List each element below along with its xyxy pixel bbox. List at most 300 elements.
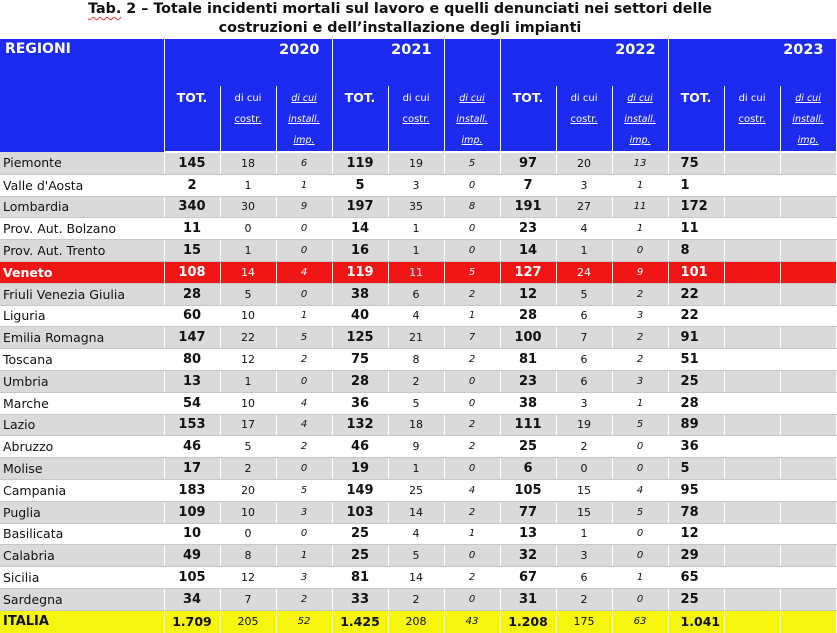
installation-2021-cell: 0	[444, 545, 500, 567]
construction-2023-cell	[724, 610, 780, 633]
total-2021-cell: 25	[332, 523, 388, 545]
region-cell: Piemonte	[0, 152, 164, 174]
installation-2021-cell: 8	[444, 196, 500, 218]
total-2023-cell: 28	[668, 392, 724, 414]
installation-2023-cell	[780, 349, 836, 371]
total-2020-cell: 60	[164, 305, 220, 327]
table-row	[0, 349, 836, 371]
total-2021-cell: 103	[332, 501, 388, 523]
construction-2020-cell: 22	[220, 327, 276, 349]
construction-2023-cell	[724, 283, 780, 305]
installation-2022-cell: 9	[612, 261, 668, 283]
region-cell: Umbria	[0, 370, 164, 392]
construction-2021-cell: 208	[388, 610, 444, 633]
construction-2023-cell	[724, 523, 780, 545]
header-tot-label: TOT.	[512, 90, 544, 105]
construction-2023-cell	[724, 414, 780, 436]
total-2020-cell: 28	[164, 283, 220, 305]
construction-2021-cell: 8	[388, 349, 444, 371]
construction-2023-cell	[724, 588, 780, 610]
total-2022-cell: 81	[500, 349, 556, 371]
total-2022-cell: 97	[500, 152, 556, 174]
total-2021-cell: 119	[332, 261, 388, 283]
installation-2021-cell: 0	[444, 174, 500, 196]
header-regions: REGIONI	[0, 39, 164, 152]
total-2022-cell: 31	[500, 588, 556, 610]
total-2021-cell: 36	[332, 392, 388, 414]
total-2021-cell: 28	[332, 370, 388, 392]
construction-2020-cell: 20	[220, 479, 276, 501]
installation-2020-cell: 0	[276, 283, 332, 305]
region-cell: Abruzzo	[0, 436, 164, 458]
construction-2021-cell: 19	[388, 152, 444, 174]
total-2022-cell: 67	[500, 567, 556, 589]
installation-2023-cell	[780, 218, 836, 240]
installation-2022-cell: 0	[612, 436, 668, 458]
total-2022-cell: 127	[500, 261, 556, 283]
table-row	[0, 218, 836, 240]
total-2021-cell: 75	[332, 349, 388, 371]
region-cell: Molise	[0, 458, 164, 480]
installation-2021-cell: 2	[444, 567, 500, 589]
region-cell: Campania	[0, 479, 164, 501]
installation-2022-cell: 11	[612, 196, 668, 218]
construction-2020-cell: 1	[220, 370, 276, 392]
construction-2021-cell: 1	[388, 458, 444, 480]
total-2023-cell: 5	[668, 458, 724, 480]
construction-2023-cell	[724, 458, 780, 480]
construction-2021-cell: 3	[388, 174, 444, 196]
table-row	[0, 501, 836, 523]
construction-2022-cell: 1	[556, 240, 612, 262]
total-2020-cell: 2	[164, 174, 220, 196]
total-2020-cell: 34	[164, 588, 220, 610]
region-cell: Lombardia	[0, 196, 164, 218]
construction-2020-cell: 14	[220, 261, 276, 283]
construction-2020-cell: 1	[220, 240, 276, 262]
table-row-total	[0, 610, 836, 633]
table-row	[0, 240, 836, 262]
title-line-2: costruzioni e dell’installazione degli impianti	[218, 20, 582, 36]
title-line-1	[0, 0, 800, 19]
header-tot-label: TOT.	[344, 90, 376, 105]
installation-2023-cell	[780, 240, 836, 262]
total-2020-cell: 13	[164, 370, 220, 392]
construction-2022-cell: 4	[556, 218, 612, 240]
total-2021-cell: 33	[332, 588, 388, 610]
installation-2021-cell: 0	[444, 458, 500, 480]
construction-2021-cell: 1	[388, 218, 444, 240]
installation-2022-cell: 3	[612, 305, 668, 327]
installation-2021-cell: 7	[444, 327, 500, 349]
total-2020-cell: 80	[164, 349, 220, 371]
installation-2022-cell: 0	[612, 588, 668, 610]
construction-2020-cell: 0	[220, 218, 276, 240]
total-2022-cell: 25	[500, 436, 556, 458]
installation-2023-cell	[780, 479, 836, 501]
total-2021-cell: 119	[332, 152, 388, 174]
construction-2020-cell: 30	[220, 196, 276, 218]
total-2020-cell: 145	[164, 152, 220, 174]
header-year-spacer	[444, 39, 500, 86]
construction-2021-cell: 4	[388, 305, 444, 327]
region-cell: Prov. Aut. Bolzano	[0, 218, 164, 240]
table-header	[0, 39, 836, 152]
total-2023-cell: 25	[668, 588, 724, 610]
header-install-2022	[612, 86, 668, 152]
header-tot-2021	[332, 86, 388, 152]
construction-2022-cell: 5	[556, 283, 612, 305]
header-costr-2022	[556, 86, 612, 152]
installation-2022-cell: 5	[612, 501, 668, 523]
total-2021-cell: 40	[332, 305, 388, 327]
installation-2020-cell: 4	[276, 261, 332, 283]
region-cell: Friuli Venezia Giulia	[0, 283, 164, 305]
installation-2022-cell: 0	[612, 545, 668, 567]
total-2022-cell: 38	[500, 392, 556, 414]
total-2023-cell: 29	[668, 545, 724, 567]
construction-2023-cell	[724, 305, 780, 327]
total-2022-cell: 105	[500, 479, 556, 501]
table-row	[0, 436, 836, 458]
installation-2021-cell: 0	[444, 392, 500, 414]
total-2021-cell: 25	[332, 545, 388, 567]
total-2021-cell: 14	[332, 218, 388, 240]
construction-2022-cell: 3	[556, 174, 612, 196]
total-2022-cell: 28	[500, 305, 556, 327]
total-2021-cell: 38	[332, 283, 388, 305]
installation-2023-cell	[780, 174, 836, 196]
header-costr-label: di cui costr.	[570, 93, 598, 125]
header-costr-label: di cui costr.	[234, 93, 262, 125]
region-cell: Veneto	[0, 261, 164, 283]
total-2021-cell: 81	[332, 567, 388, 589]
header-year-2020: 2020	[164, 39, 332, 86]
installation-2022-cell: 63	[612, 610, 668, 633]
installation-2022-cell: 13	[612, 152, 668, 174]
construction-2022-cell: 6	[556, 370, 612, 392]
table-row	[0, 392, 836, 414]
construction-2023-cell	[724, 152, 780, 174]
installation-2023-cell	[780, 567, 836, 589]
total-2021-cell: 125	[332, 327, 388, 349]
installation-2020-cell: 6	[276, 152, 332, 174]
fatal-accidents-table	[0, 39, 837, 633]
table-row	[0, 370, 836, 392]
installation-2020-cell: 0	[276, 458, 332, 480]
construction-2023-cell	[724, 174, 780, 196]
installation-2020-cell: 0	[276, 240, 332, 262]
construction-2023-cell	[724, 349, 780, 371]
total-2023-cell: 12	[668, 523, 724, 545]
total-2021-cell: 132	[332, 414, 388, 436]
construction-2021-cell: 35	[388, 196, 444, 218]
construction-2020-cell: 5	[220, 283, 276, 305]
total-2022-cell: 7	[500, 174, 556, 196]
construction-2022-cell: 1	[556, 523, 612, 545]
total-2023-cell: 11	[668, 218, 724, 240]
total-2023-cell: 22	[668, 283, 724, 305]
installation-2020-cell: 9	[276, 196, 332, 218]
table-row	[0, 261, 836, 283]
region-cell: Toscana	[0, 349, 164, 371]
construction-2023-cell	[724, 545, 780, 567]
total-2020-cell: 105	[164, 567, 220, 589]
total-2023-cell: 89	[668, 414, 724, 436]
header-install-2023	[780, 86, 836, 152]
region-cell: Basilicata	[0, 523, 164, 545]
construction-2023-cell	[724, 218, 780, 240]
installation-2022-cell: 0	[612, 240, 668, 262]
total-2023-cell: 95	[668, 479, 724, 501]
header-tot-2023	[668, 86, 724, 152]
construction-2023-cell	[724, 567, 780, 589]
table-row	[0, 283, 836, 305]
installation-2021-cell: 43	[444, 610, 500, 633]
installation-2023-cell	[780, 370, 836, 392]
construction-2020-cell: 7	[220, 588, 276, 610]
header-year-2023: 2023	[668, 39, 836, 86]
construction-2021-cell: 6	[388, 283, 444, 305]
total-2023-cell: 91	[668, 327, 724, 349]
installation-2022-cell: 4	[612, 479, 668, 501]
total-2022-cell: 191	[500, 196, 556, 218]
total-2020-cell: 109	[164, 501, 220, 523]
total-2023-cell: 172	[668, 196, 724, 218]
construction-2021-cell: 2	[388, 370, 444, 392]
installation-2020-cell: 2	[276, 436, 332, 458]
installation-2021-cell: 2	[444, 436, 500, 458]
total-2022-cell: 23	[500, 218, 556, 240]
installation-2020-cell: 5	[276, 479, 332, 501]
installation-2021-cell: 4	[444, 479, 500, 501]
table-row	[0, 196, 836, 218]
construction-2023-cell	[724, 196, 780, 218]
installation-2022-cell: 2	[612, 283, 668, 305]
construction-2020-cell: 2	[220, 458, 276, 480]
installation-2021-cell: 2	[444, 283, 500, 305]
construction-2020-cell: 12	[220, 567, 276, 589]
installation-2021-cell: 0	[444, 588, 500, 610]
total-2023-cell: 78	[668, 501, 724, 523]
total-2020-cell: 108	[164, 261, 220, 283]
total-2023-cell: 101	[668, 261, 724, 283]
table-row	[0, 305, 836, 327]
total-2023-cell: 1	[668, 174, 724, 196]
header-install-label: di cui install. imp.	[792, 93, 824, 146]
construction-2021-cell: 14	[388, 501, 444, 523]
construction-2023-cell	[724, 436, 780, 458]
total-2020-cell: 1.709	[164, 610, 220, 633]
header-install-2020	[276, 86, 332, 152]
construction-2022-cell: 15	[556, 501, 612, 523]
installation-2020-cell: 3	[276, 501, 332, 523]
total-2023-cell: 8	[668, 240, 724, 262]
construction-2022-cell: 0	[556, 458, 612, 480]
table-row	[0, 174, 836, 196]
total-2020-cell: 11	[164, 218, 220, 240]
total-2020-cell: 147	[164, 327, 220, 349]
header-year-2022: 2022	[500, 39, 668, 86]
header-costr-2020	[220, 86, 276, 152]
installation-2023-cell	[780, 327, 836, 349]
table-body	[0, 152, 836, 633]
installation-2023-cell	[780, 610, 836, 633]
total-2020-cell: 10	[164, 523, 220, 545]
total-2021-cell: 197	[332, 196, 388, 218]
construction-2021-cell: 25	[388, 479, 444, 501]
construction-2023-cell	[724, 261, 780, 283]
total-2022-cell: 32	[500, 545, 556, 567]
construction-2021-cell: 4	[388, 523, 444, 545]
construction-2022-cell: 7	[556, 327, 612, 349]
installation-2021-cell: 2	[444, 414, 500, 436]
table-row	[0, 458, 836, 480]
installation-2022-cell: 5	[612, 414, 668, 436]
construction-2022-cell: 6	[556, 567, 612, 589]
construction-2020-cell: 1	[220, 174, 276, 196]
total-2022-cell: 100	[500, 327, 556, 349]
header-year-2021: 2021	[332, 39, 444, 86]
total-2023-cell: 51	[668, 349, 724, 371]
construction-2023-cell	[724, 501, 780, 523]
total-2023-cell: 75	[668, 152, 724, 174]
total-2022-cell: 12	[500, 283, 556, 305]
construction-2021-cell: 2	[388, 588, 444, 610]
table-row	[0, 479, 836, 501]
installation-2020-cell: 1	[276, 174, 332, 196]
total-2020-cell: 15	[164, 240, 220, 262]
installation-2020-cell: 4	[276, 392, 332, 414]
region-cell: Emilia Romagna	[0, 327, 164, 349]
header-install-label: di cui install. imp.	[624, 93, 656, 146]
construction-2023-cell	[724, 370, 780, 392]
installation-2021-cell: 0	[444, 218, 500, 240]
installation-2020-cell: 0	[276, 523, 332, 545]
installation-2023-cell	[780, 196, 836, 218]
construction-2020-cell: 10	[220, 392, 276, 414]
construction-2021-cell: 9	[388, 436, 444, 458]
header-tot-2022	[500, 86, 556, 152]
total-2020-cell: 54	[164, 392, 220, 414]
construction-2020-cell: 17	[220, 414, 276, 436]
installation-2021-cell: 2	[444, 501, 500, 523]
title-prefix: Tab.	[88, 1, 122, 17]
construction-2021-cell: 18	[388, 414, 444, 436]
total-2023-cell: 1.041	[668, 610, 724, 633]
total-2021-cell: 46	[332, 436, 388, 458]
installation-2022-cell: 0	[612, 458, 668, 480]
construction-2022-cell: 175	[556, 610, 612, 633]
region-cell: ITALIA	[0, 610, 164, 633]
total-2020-cell: 183	[164, 479, 220, 501]
installation-2022-cell: 1	[612, 567, 668, 589]
header-install-label: di cui install. imp.	[456, 93, 488, 146]
construction-2023-cell	[724, 392, 780, 414]
total-2022-cell: 111	[500, 414, 556, 436]
construction-2023-cell	[724, 479, 780, 501]
installation-2020-cell: 2	[276, 588, 332, 610]
construction-2021-cell: 11	[388, 261, 444, 283]
installation-2023-cell	[780, 152, 836, 174]
construction-2021-cell: 21	[388, 327, 444, 349]
total-2022-cell: 13	[500, 523, 556, 545]
installation-2023-cell	[780, 414, 836, 436]
construction-2022-cell: 20	[556, 152, 612, 174]
installation-2021-cell: 1	[444, 305, 500, 327]
installation-2023-cell	[780, 283, 836, 305]
installation-2023-cell	[780, 261, 836, 283]
region-cell: Prov. Aut. Trento	[0, 240, 164, 262]
construction-2021-cell: 1	[388, 240, 444, 262]
total-2020-cell: 49	[164, 545, 220, 567]
header-install-2021	[444, 86, 500, 152]
header-tot-label: TOT.	[680, 90, 712, 105]
construction-2021-cell: 14	[388, 567, 444, 589]
installation-2020-cell: 2	[276, 349, 332, 371]
installation-2020-cell: 0	[276, 218, 332, 240]
total-2021-cell: 1.425	[332, 610, 388, 633]
construction-2022-cell: 27	[556, 196, 612, 218]
construction-2020-cell: 0	[220, 523, 276, 545]
region-cell: Sardegna	[0, 588, 164, 610]
installation-2020-cell: 4	[276, 414, 332, 436]
construction-2021-cell: 5	[388, 392, 444, 414]
total-2022-cell: 14	[500, 240, 556, 262]
header-install-label: di cui install. imp.	[288, 93, 320, 146]
installation-2022-cell: 1	[612, 392, 668, 414]
header-tot-2020	[164, 86, 220, 152]
total-2022-cell: 77	[500, 501, 556, 523]
installation-2022-cell: 3	[612, 370, 668, 392]
header-costr-label: di cui costr.	[402, 93, 430, 125]
table-row	[0, 152, 836, 174]
installation-2021-cell: 0	[444, 370, 500, 392]
region-cell: Calabria	[0, 545, 164, 567]
construction-2023-cell	[724, 327, 780, 349]
installation-2023-cell	[780, 305, 836, 327]
installation-2020-cell: 1	[276, 305, 332, 327]
installation-2020-cell: 52	[276, 610, 332, 633]
installation-2021-cell: 5	[444, 152, 500, 174]
installation-2023-cell	[780, 458, 836, 480]
installation-2022-cell: 1	[612, 174, 668, 196]
total-2023-cell: 65	[668, 567, 724, 589]
installation-2022-cell: 0	[612, 523, 668, 545]
construction-2022-cell: 24	[556, 261, 612, 283]
installation-2020-cell: 5	[276, 327, 332, 349]
total-2021-cell: 5	[332, 174, 388, 196]
construction-2022-cell: 6	[556, 305, 612, 327]
total-2023-cell: 22	[668, 305, 724, 327]
installation-2023-cell	[780, 545, 836, 567]
region-cell: Liguria	[0, 305, 164, 327]
construction-2020-cell: 5	[220, 436, 276, 458]
construction-2022-cell: 3	[556, 392, 612, 414]
construction-2020-cell: 10	[220, 305, 276, 327]
construction-2022-cell: 3	[556, 545, 612, 567]
header-costr-2021	[388, 86, 444, 152]
installation-2021-cell: 2	[444, 349, 500, 371]
construction-2020-cell: 12	[220, 349, 276, 371]
installation-2022-cell: 2	[612, 327, 668, 349]
table-row	[0, 588, 836, 610]
construction-2022-cell: 15	[556, 479, 612, 501]
total-2020-cell: 340	[164, 196, 220, 218]
total-2023-cell: 36	[668, 436, 724, 458]
installation-2022-cell: 2	[612, 349, 668, 371]
table-row	[0, 327, 836, 349]
